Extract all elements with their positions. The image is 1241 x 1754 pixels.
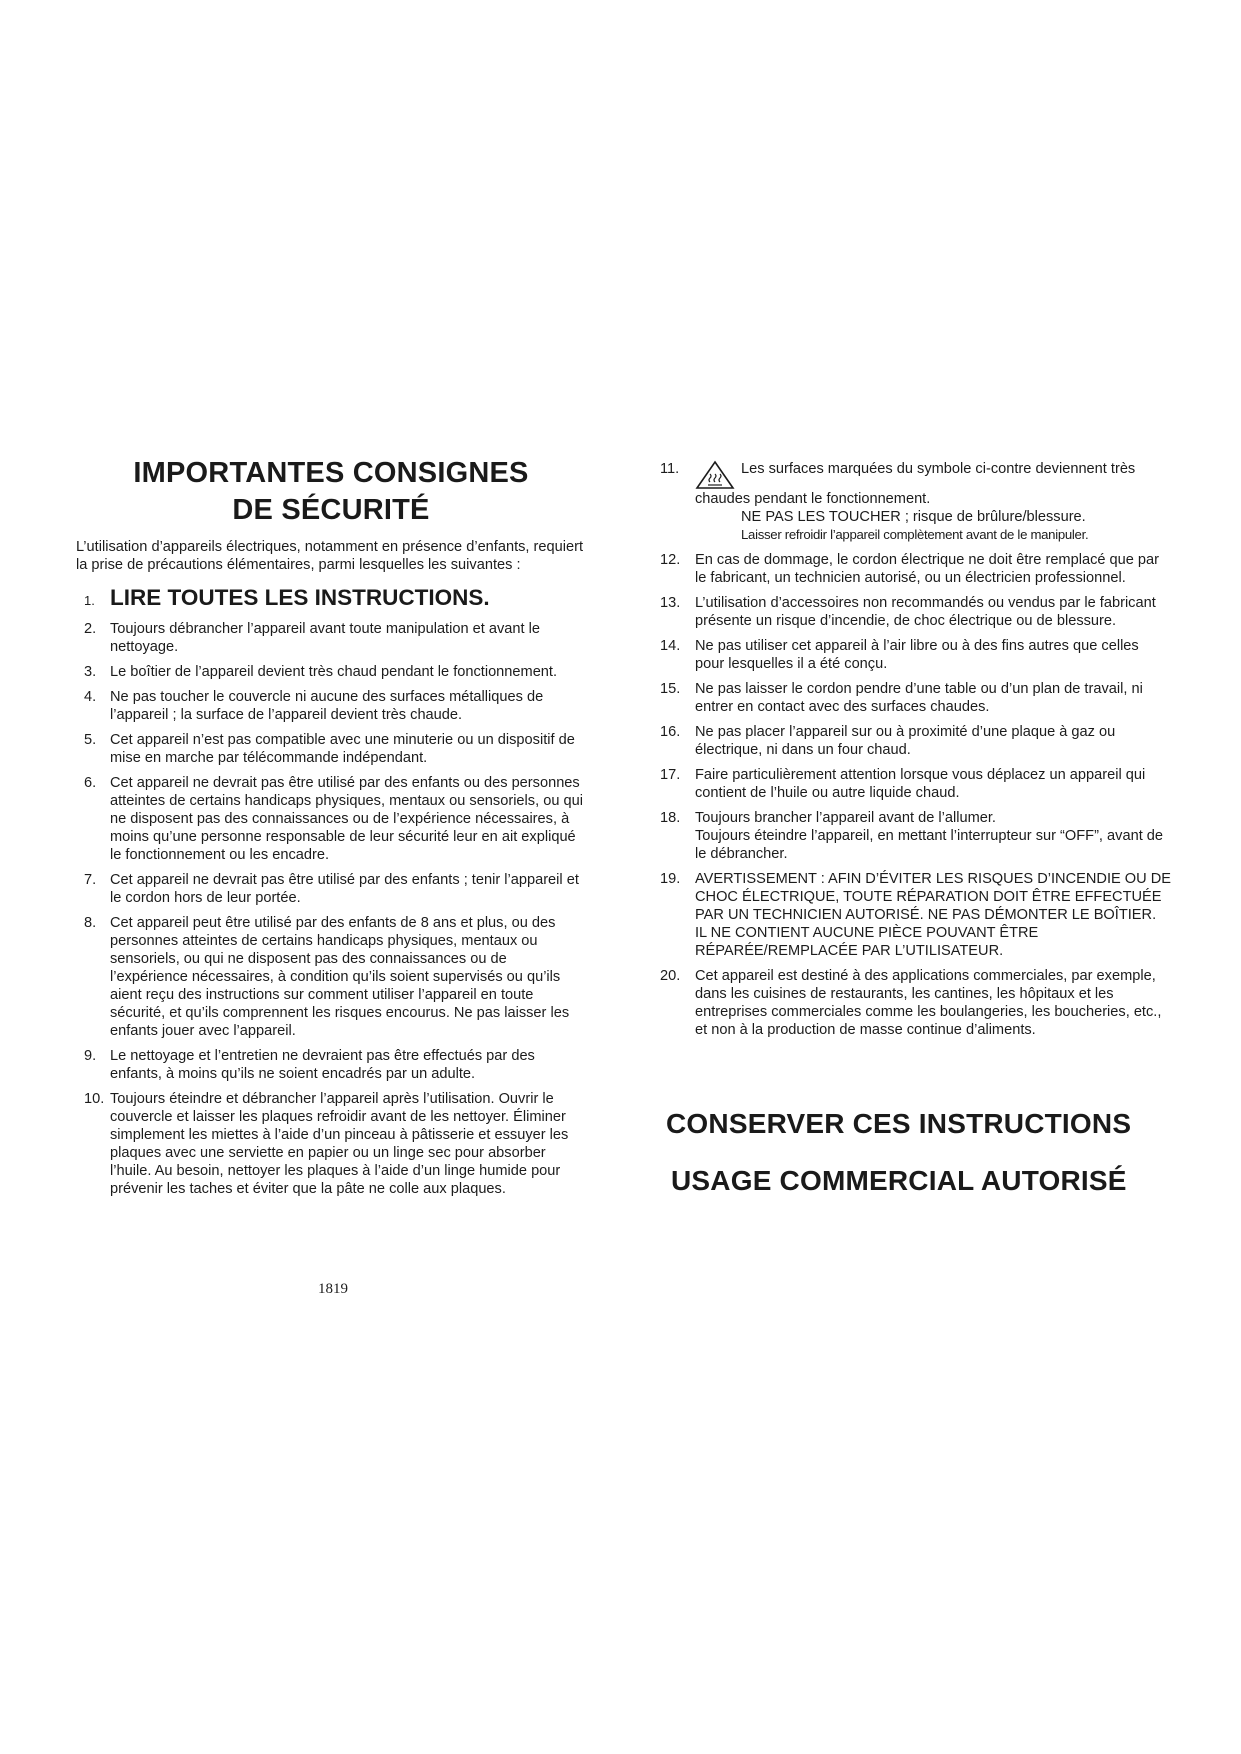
hot-surface-text: Les surfaces marquées du symbole ci-contre deviennent très chaudes pendant le fonctionnement. [695,461,1136,507]
list-item [656,809,1171,863]
item-number: 20. [660,968,681,984]
list-item [656,594,1171,630]
list-item [656,723,1171,759]
item-number: 13. [660,595,681,611]
safety-list-right [656,460,1171,1039]
item-number: 12. [660,552,681,568]
item-text: Le boîtier de l’appareil devient très chaud pendant le fonctionnement. [110,664,558,680]
list-item [76,1090,586,1198]
item-number: 6. [84,775,97,791]
item-number: 16. [660,724,681,740]
page-title [76,455,586,529]
list-item [656,680,1171,716]
list-item [76,914,586,1040]
list-item [76,871,586,907]
item-number: 5. [84,732,97,748]
item-text: AVERTISSEMENT : AFIN D’ÉVITER LES RISQUES D’INCENDIE OU DE CHOC ÉLECTRIQUE, TOUTE RÉPARATION DOIT ÊTRE EFFECTUÉE PAR UN TECHNICIEN AUTORISÉ. NE PAS DÉMONTER LE BOÎTIER. IL NE CONTIENT AUCUNE PIÈCE POUVANT ÊTRE RÉPARÉE/REMPLACÉE PAR L’UTILISATEUR. [695,871,1172,959]
intro-paragraph: L’utilisation d’appareils électriques, notamment en présence d’enfants, requiert la prise de précautions élémentaires, parmi lesquelles les suivantes : [76,539,584,573]
list-item [76,1047,586,1083]
list-item [656,766,1171,802]
item-number: 10. [84,1091,105,1107]
list-item [76,584,586,612]
hot-surface-warning-icon [695,460,735,490]
list-item [656,967,1171,1039]
item-text: Cet appareil ne devrait pas être utilisé par des enfants ; tenir l’appareil et le cordon hors de leur portée. [110,872,579,906]
item-text: Ne pas laisser le cordon pendre d’une table ou d’un plan de travail, ni entrer en contact avec des surfaces chaudes. [695,681,1143,715]
item-text: Ne pas utiliser cet appareil à l’air libre ou à des fins autres que celles pour lesquelles il a été conçu. [695,638,1139,672]
list-item [76,731,586,767]
right-column [656,460,1171,1046]
item-number: 11. [660,461,680,477]
list-item [656,870,1171,960]
left-column [76,455,586,1205]
safety-list-left [76,584,586,1198]
list-item [76,774,586,864]
hot-surface-warning: NE PAS LES TOUCHER ; risque de brûlure/blessure. [741,509,1086,525]
item-number: 9. [84,1048,97,1064]
list-item [656,551,1171,587]
list-item [656,637,1171,673]
item-text: Faire particulièrement attention lorsque vous déplacez un appareil qui contient de l’huile ou autre liquide chaud. [695,767,1146,801]
item-number: 19. [660,871,681,887]
item-text: Toujours brancher l’appareil avant de l’allumer. [695,810,996,826]
title-line-2: DE SÉCURITÉ [232,494,430,526]
title-line-1: IMPORTANTES CONSIGNES [133,457,529,489]
item-text: Cet appareil n’est pas compatible avec une minuterie ou un dispositif de mise en marche par télécommande indépendant. [110,732,575,766]
item-number: 15. [660,681,681,697]
item-number: 18. [660,810,681,826]
item-text: En cas de dommage, le cordon électrique ne doit être remplacé que par le fabricant, un technicien autorisé, ou un électricien professionnel. [695,552,1160,586]
heading-conserve-instructions: CONSERVER CES INSTRUCTIONS [666,1108,1132,1139]
item-text: Toujours éteindre et débrancher l’appareil après l’utilisation. Ouvrir le couvercle et laisser les plaques refroidir avant de les nettoyer. Éliminer simplement les miettes à l’aide d’un pinceau à pâtisserie et essuyer les plaques avec une serviette en papier ou un linge sec pour absorber l’huile. Au besoin, nettoyer les plaques à l’aide d’un linge humide pour prévenir les taches et éviter que la pâte ne colle aux plaques. [110,1091,569,1197]
item-number: 1. [84,593,95,608]
item-number: 8. [84,915,97,931]
item-number: 4. [84,689,97,705]
item-text: Ne pas placer l’appareil sur ou à proximité d’une plaque à gaz ou électrique, ni dans un four chaud. [695,724,1116,758]
list-item [76,663,586,681]
page-number: 1819 [318,1281,348,1297]
item-number: 7. [84,872,97,888]
item-number: 2. [84,621,97,637]
item-text-continued: Toujours éteindre l’appareil, en mettant l’interrupteur sur “OFF”, avant de le débrancher. [695,828,1164,862]
item-text: Cet appareil ne devrait pas être utilisé par des enfants ou des personnes atteintes de certains handicaps physiques, mentaux ou sensoriels, ou qui ne disposent pas des connaissances ou de l’expérience nécessaires, à moins qu’une personne responsable de leur sécurité leur en ait expliqué le fonctionnement ou les encadre. [110,775,583,863]
item-text: L’utilisation d’accessoires non recommandés ou vendus par le fabricant présente un risque d’incendie, de choc électrique ou de blessure. [695,595,1156,629]
item-number: 3. [84,664,97,680]
item-text: Cet appareil est destiné à des applications commerciales, par exemple, dans les cuisines de restaurants, les cantines, les hôpitaux et les entreprises commerciales comme les boulangeries, les boucheries, etc., et non à la production de masse continue d’aliments. [695,968,1162,1038]
heading-commercial-use: USAGE COMMERCIAL AUTORISÉ [671,1165,1127,1196]
item-text: Toujours débrancher l’appareil avant toute manipulation et avant le nettoyage. [110,621,540,655]
list-item [76,688,586,724]
list-item [76,620,586,656]
list-item-hot-surface [656,460,1171,544]
item-text: LIRE TOUTES LES INSTRUCTIONS. [110,585,490,610]
item-number: 14. [660,638,681,654]
item-number: 17. [660,767,681,783]
hot-surface-note: Laisser refroidir l’appareil complètement avant de le manipuler. [741,527,1089,542]
item-text: Le nettoyage et l’entretien ne devraient pas être effectués par des enfants, à moins qu’ils ne soient encadrés par un adulte. [110,1048,535,1082]
item-text: Cet appareil peut être utilisé par des enfants de 8 ans et plus, ou des personnes atteintes de certains handicaps physiques, mentaux ou sensoriels, ou qui ne disposent pas des connaissances ou de l’expérience nécessaires, à condition qu’ils soient supervisés ou qu’ils aient reçu des instructions sur comment utiliser l’appareil en toute sécurité, et qu’ils comprennent les risques encourus. Ne pas laisser les enfants jouer avec l’appareil. [110,915,570,1039]
item-text: Ne pas toucher le couvercle ni aucune des surfaces métalliques de l’appareil ; la surface de l’appareil devient très chaude. [110,689,544,723]
